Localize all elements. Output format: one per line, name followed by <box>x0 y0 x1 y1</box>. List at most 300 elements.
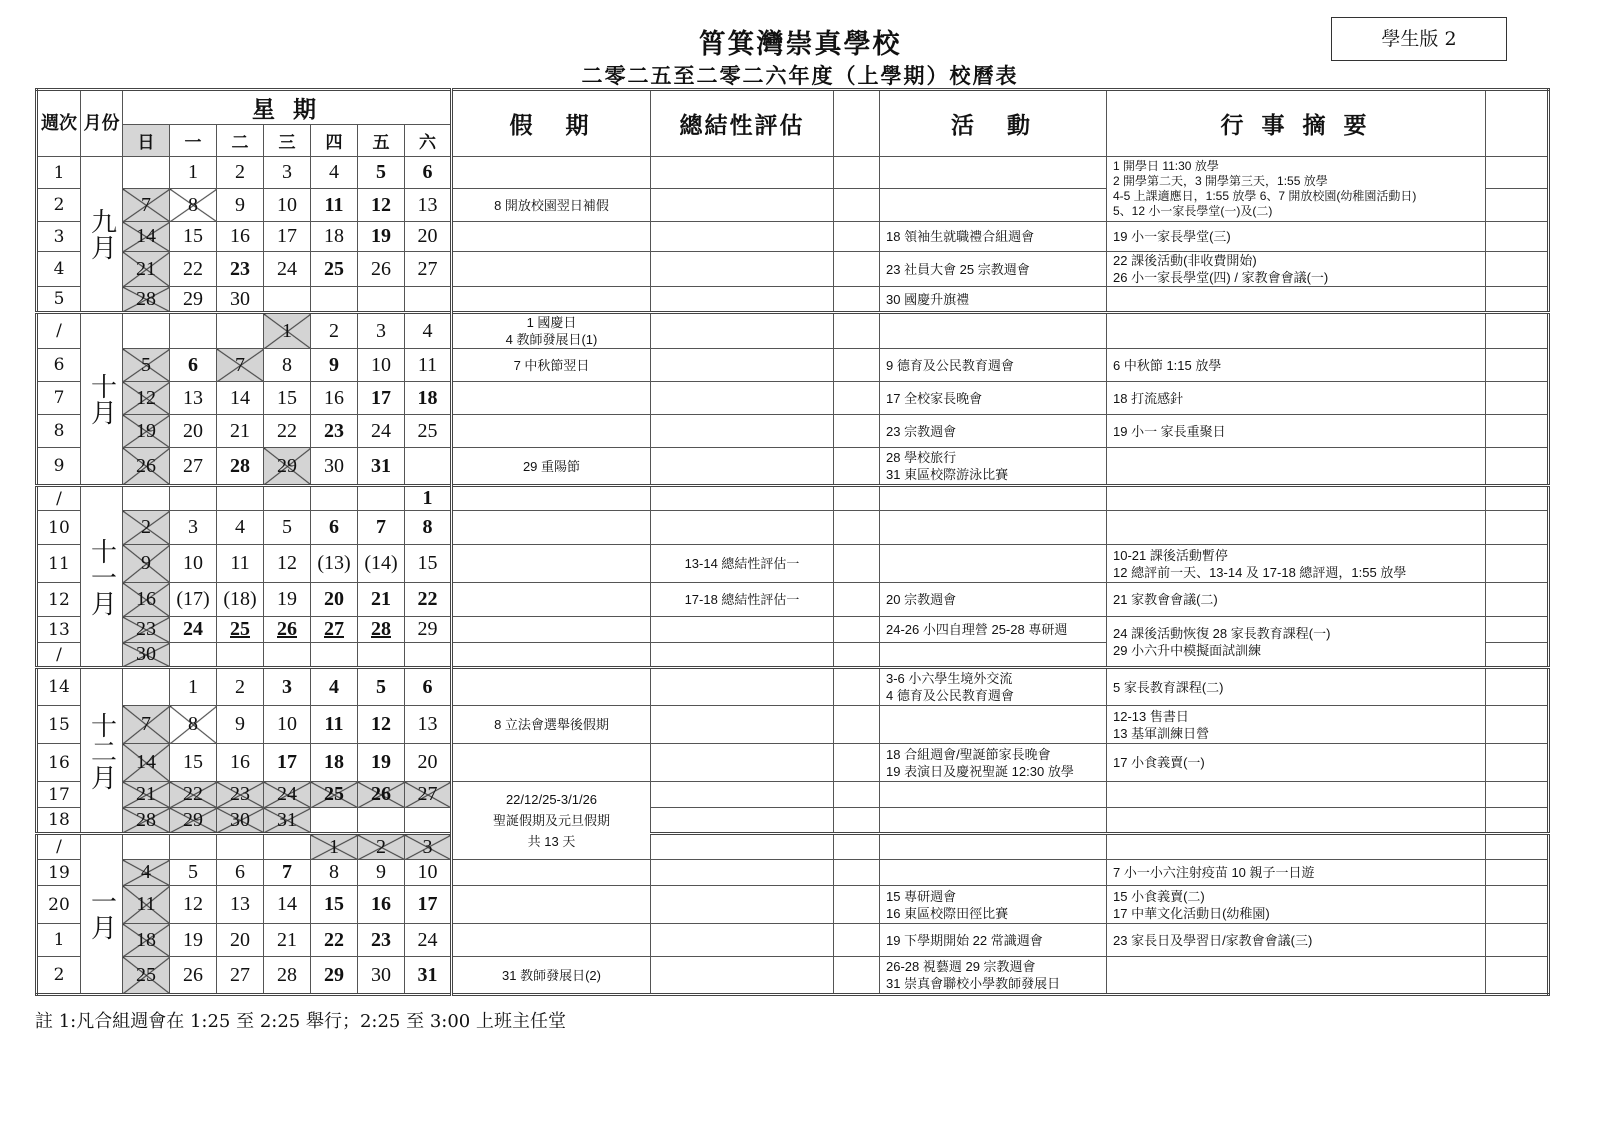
assessment-cell <box>651 808 834 834</box>
activity-cell <box>880 313 1107 349</box>
holiday-cell: 29 重陽節 <box>452 448 651 486</box>
col-summary-header: 行 事 摘 要 <box>1107 90 1486 157</box>
holiday-cell: 7 中秋節翌日 <box>452 349 651 382</box>
summary-line: 2 開學第二天，3 開學第三天，1:55 放學 <box>1113 174 1328 188</box>
day-cell: 13 <box>405 189 452 222</box>
day-cell-holiday: 19 <box>123 415 170 448</box>
day-cell: 26 <box>358 252 405 287</box>
day-cell: 10 <box>264 189 311 222</box>
day-cell <box>311 617 358 643</box>
day-cell: 3 <box>170 511 217 545</box>
summary-line: 29 小六升中模擬面試訓練 <box>1113 642 1262 658</box>
activity-cell: 9 德育及公民教育週會 <box>880 349 1107 382</box>
summary-cell <box>1107 617 1486 668</box>
holiday-cell: 8 開放校園翌日補假 <box>452 189 651 222</box>
table-row <box>37 782 1549 808</box>
day-cell: 19 <box>358 744 405 782</box>
day-cell-holiday: 25 <box>123 957 170 995</box>
week-number: 19 <box>37 860 81 886</box>
blank-cell <box>834 486 880 511</box>
day-cell: 4 <box>405 313 452 349</box>
assessment-cell <box>651 486 834 511</box>
extra-cell <box>1486 448 1549 486</box>
holiday-cell <box>452 511 651 545</box>
day-cell: 20 <box>405 222 452 252</box>
assessment-cell <box>651 744 834 782</box>
day-cell: 13 <box>405 706 452 744</box>
week-number: 20 <box>37 886 81 924</box>
day-cell: 4 <box>217 511 264 545</box>
activity-cell <box>880 668 1107 706</box>
day-cell: 1 <box>170 157 217 189</box>
day-cell <box>217 617 264 643</box>
day-cell: 22 <box>170 252 217 287</box>
summary-cell <box>1107 448 1486 486</box>
activity-cell: 17 全校家長晚會 <box>880 382 1107 415</box>
holiday-cell <box>452 252 651 287</box>
summary-cell: 7 小一小六注射疫苗 10 親子一日遊 <box>1107 860 1486 886</box>
activity-cell: 30 國慶升旗禮 <box>880 287 1107 313</box>
day-cell-assessment: (18) <box>217 583 264 617</box>
day-cell <box>405 808 452 834</box>
holiday-line: 1 國慶日 <box>526 315 577 330</box>
day-cell-holiday: 30 <box>123 643 170 668</box>
day-cell: 22 <box>311 924 358 957</box>
activity-cell <box>880 744 1107 782</box>
calendar-title: 二零二五至二零二六年度（上學期）校曆表 <box>581 63 1019 88</box>
blank-cell <box>834 957 880 995</box>
day-cell <box>123 313 170 349</box>
activity-cell: 23 社員大會 25 宗教週會 <box>880 252 1107 287</box>
week-number: 17 <box>37 782 81 808</box>
assessment-cell <box>651 189 834 222</box>
school-name: 筲箕灣崇真學校 <box>698 29 902 60</box>
summary-cell: 19 小一家長學堂(三) <box>1107 222 1486 252</box>
day-cell: 15 <box>311 886 358 924</box>
blank-cell <box>834 415 880 448</box>
day-cell: 16 <box>358 886 405 924</box>
table-row <box>37 706 1549 744</box>
blank-cell <box>834 252 880 287</box>
extra-cell <box>1486 834 1549 860</box>
extra-cell <box>1486 886 1549 924</box>
day-header-fri: 五 <box>358 125 405 157</box>
day-cell: 7 <box>264 860 311 886</box>
day-cell: 15 <box>264 382 311 415</box>
day-cell <box>264 287 311 313</box>
day-cell: 25 <box>311 252 358 287</box>
day-header-tue: 二 <box>217 125 264 157</box>
day-cell: 5 <box>264 511 311 545</box>
summary-cell <box>1107 252 1486 287</box>
week-number: 1 <box>37 157 81 189</box>
extra-cell <box>1486 860 1549 886</box>
assessment-cell <box>651 287 834 313</box>
activity-line: 28 學校旅行 <box>886 450 957 465</box>
activity-line: 31 東區校際游泳比賽 <box>886 467 1009 482</box>
day-cell <box>170 486 217 511</box>
week-number: 12 <box>37 583 81 617</box>
blank-cell <box>834 643 880 668</box>
holiday-cell <box>452 382 651 415</box>
summary-line: 15 小食義賣(二) <box>1113 888 1205 904</box>
week-number: 7 <box>37 382 81 415</box>
day-cell: 18 <box>405 382 452 415</box>
assessment-cell <box>651 349 834 382</box>
day-cell-holiday: 1 <box>311 834 358 860</box>
day-cell <box>311 808 358 834</box>
activity-cell <box>880 886 1107 924</box>
day-number: 27 <box>324 618 344 640</box>
month-label-sep <box>81 157 123 313</box>
footnote: 註 1:凡合組週會在 1:25 至 2:25 舉行；2:25 至 3:00 上班主任堂 <box>35 1011 566 1032</box>
day-cell <box>123 834 170 860</box>
day-cell: 28 <box>217 448 264 486</box>
week-number: 10 <box>37 511 81 545</box>
holiday-cell <box>452 744 651 782</box>
extra-cell <box>1486 511 1549 545</box>
day-cell-holiday: 14 <box>123 744 170 782</box>
week-number: 2 <box>37 957 81 995</box>
extra-cell <box>1486 583 1549 617</box>
day-cell-holiday: 7 <box>123 189 170 222</box>
day-cell: 20 <box>170 415 217 448</box>
day-cell: 12 <box>358 189 405 222</box>
day-cell-holiday: 5 <box>123 349 170 382</box>
activity-line: 15 專研週會 <box>886 888 957 904</box>
day-cell: 20 <box>405 744 452 782</box>
extra-cell <box>1486 782 1549 808</box>
extra-cell <box>1486 545 1549 583</box>
col-activity-header: 活 動 <box>880 90 1107 157</box>
activity-cell <box>880 486 1107 511</box>
day-header-sun: 日 <box>123 125 170 157</box>
week-number: 1 <box>37 924 81 957</box>
day-cell: 30 <box>358 957 405 995</box>
table-row <box>37 924 1549 957</box>
day-number: 28 <box>371 618 391 640</box>
summary-cell <box>1107 957 1486 995</box>
day-cell: 9 <box>311 349 358 382</box>
day-cell: 6 <box>170 349 217 382</box>
month-text: 十一月 <box>86 537 117 616</box>
day-cell: 5 <box>358 668 405 706</box>
blank-cell <box>834 808 880 834</box>
activity-line: 19 表演日及慶祝聖誕 12:30 放學 <box>886 763 1074 779</box>
day-cell: 25 <box>405 415 452 448</box>
month-text: 一月 <box>86 888 117 940</box>
day-cell-holiday: 4 <box>123 860 170 886</box>
day-cell: 2 <box>217 668 264 706</box>
holiday-line: 聖誕假期及元旦假期 <box>492 813 610 828</box>
extra-cell <box>1486 486 1549 511</box>
extra-cell <box>1486 157 1549 189</box>
blank-cell <box>834 222 880 252</box>
activity-cell <box>880 782 1107 808</box>
day-cell-holiday: 7 <box>123 706 170 744</box>
day-cell: 3 <box>358 313 405 349</box>
day-cell-holiday: 2 <box>123 511 170 545</box>
activity-cell <box>880 957 1107 995</box>
table-row <box>37 668 1549 706</box>
day-cell: 1 <box>405 486 452 511</box>
day-cell: 27 <box>405 252 452 287</box>
day-cell: 15 <box>405 545 452 583</box>
day-cell <box>264 486 311 511</box>
day-cell: 28 <box>264 957 311 995</box>
col-holiday-header: 假 期 <box>452 90 651 157</box>
activity-cell <box>880 545 1107 583</box>
assessment-cell <box>651 313 834 349</box>
day-cell-assessment: (13) <box>311 545 358 583</box>
day-cell: 23 <box>217 252 264 287</box>
day-cell-holiday: 11 <box>123 886 170 924</box>
summary-line: 12 總評前一天、13-14 及 17-18 總評週，1:55 放學 <box>1113 564 1407 580</box>
day-cell-holiday: 12 <box>123 382 170 415</box>
day-cell: 14 <box>264 886 311 924</box>
week-number: 8 <box>37 415 81 448</box>
activity-cell: 20 宗教週會 <box>880 583 1107 617</box>
table-row <box>37 744 1549 782</box>
blank-cell <box>834 706 880 744</box>
day-cell: 17 <box>264 222 311 252</box>
day-cell <box>123 486 170 511</box>
day-cell: 8 <box>311 860 358 886</box>
day-cell: 17 <box>264 744 311 782</box>
day-cell-holiday: 3 <box>405 834 452 860</box>
assessment-cell: 17-18 總結性評估一 <box>651 583 834 617</box>
activity-line: 4 德育及公民教育週會 <box>886 688 1014 703</box>
table-row <box>37 545 1549 583</box>
day-cell-holiday: 23 <box>217 782 264 808</box>
day-cell-holiday: 21 <box>123 782 170 808</box>
activity-cell <box>880 157 1107 189</box>
week-number: / <box>37 643 81 668</box>
activity-cell <box>880 189 1107 222</box>
day-cell: 29 <box>405 617 452 643</box>
blank-cell <box>834 349 880 382</box>
holiday-cell <box>452 313 651 349</box>
day-cell <box>170 834 217 860</box>
week-number: 14 <box>37 668 81 706</box>
extra-cell <box>1486 808 1549 834</box>
day-cell <box>358 287 405 313</box>
activity-cell <box>880 834 1107 860</box>
week-number: 15 <box>37 706 81 744</box>
table-row <box>37 157 1549 189</box>
summary-line: 10-21 課後活動暫停 <box>1113 547 1228 563</box>
day-cell-holiday: 31 <box>264 808 311 834</box>
day-cell: 31 <box>358 448 405 486</box>
day-cell: 17 <box>358 382 405 415</box>
day-cell <box>405 448 452 486</box>
table-row <box>37 957 1549 995</box>
col-weekday-header: 星 期 <box>123 90 452 125</box>
day-cell: 8 <box>264 349 311 382</box>
month-label-nov <box>81 486 123 668</box>
day-cell-holiday: 8 <box>170 189 217 222</box>
day-cell-holiday: 28 <box>123 287 170 313</box>
week-number: 5 <box>37 287 81 313</box>
assessment-cell <box>651 834 834 860</box>
assessment-cell <box>651 382 834 415</box>
day-header-thu: 四 <box>311 125 358 157</box>
activity-cell <box>880 706 1107 744</box>
holiday-cell <box>452 157 651 189</box>
day-cell: 15 <box>170 744 217 782</box>
col-week-header <box>37 90 81 157</box>
holiday-cell <box>452 886 651 924</box>
day-cell: 19 <box>358 222 405 252</box>
activity-cell <box>880 511 1107 545</box>
extra-cell <box>1486 287 1549 313</box>
assessment-cell <box>651 957 834 995</box>
day-cell-holiday: 26 <box>123 448 170 486</box>
summary-line: 5、12 小一家長學堂(一)及(二) <box>1113 204 1273 218</box>
day-cell-holiday: 28 <box>123 808 170 834</box>
week-number: 4 <box>37 252 81 287</box>
activity-line: 18 合組週會/聖誕節家長晚會 <box>886 746 1051 762</box>
activity-cell <box>880 448 1107 486</box>
day-cell: 12 <box>170 886 217 924</box>
day-cell: 26 <box>170 957 217 995</box>
extra-cell <box>1486 189 1549 222</box>
week-number: 9 <box>37 448 81 486</box>
summary-cell: 17 小食義賣(一) <box>1107 744 1486 782</box>
school-calendar-table <box>35 88 1550 996</box>
day-cell-holiday: 9 <box>123 545 170 583</box>
summary-cell <box>1107 886 1486 924</box>
day-cell: 13 <box>170 382 217 415</box>
day-cell: 27 <box>217 957 264 995</box>
extra-cell <box>1486 924 1549 957</box>
activity-line: 26-28 視藝週 29 宗教週會 <box>886 959 1036 974</box>
assessment-cell <box>651 222 834 252</box>
summary-cell <box>1107 511 1486 545</box>
day-cell: 17 <box>405 886 452 924</box>
summary-cell <box>1107 313 1486 349</box>
day-cell <box>123 668 170 706</box>
day-cell: 10 <box>405 860 452 886</box>
assessment-cell <box>651 511 834 545</box>
summary-line: 22 課後活動(非收費開始) <box>1113 253 1257 268</box>
summary-cell <box>1107 157 1486 222</box>
day-number: 26 <box>277 618 297 640</box>
table-row <box>37 886 1549 924</box>
holiday-cell <box>452 643 651 668</box>
day-cell: 30 <box>311 448 358 486</box>
summary-cell <box>1107 834 1486 860</box>
day-cell: 23 <box>358 924 405 957</box>
day-cell: 6 <box>405 157 452 189</box>
day-cell: 9 <box>217 189 264 222</box>
assessment-cell <box>651 617 834 643</box>
day-cell <box>405 643 452 668</box>
day-cell: 12 <box>264 545 311 583</box>
blank-cell <box>834 668 880 706</box>
blank-cell <box>834 157 880 189</box>
day-cell-holiday: 8 <box>170 706 217 744</box>
day-cell-holiday: 30 <box>217 808 264 834</box>
day-cell: 16 <box>217 744 264 782</box>
day-header-sat: 六 <box>405 125 452 157</box>
col-month-header <box>81 90 123 157</box>
summary-cell: 6 中秋節 1:15 放學 <box>1107 349 1486 382</box>
col-assessment-header: 總結性評估 <box>651 90 834 157</box>
summary-line: 1 開學日 11:30 放學 <box>1113 159 1219 173</box>
extra-cell <box>1486 313 1549 349</box>
activity-line: 3-6 小六學生境外交流 <box>886 671 1013 686</box>
day-cell: 31 <box>405 957 452 995</box>
day-cell-holiday: 18 <box>123 924 170 957</box>
day-cell: 30 <box>217 287 264 313</box>
day-cell: 1 <box>170 668 217 706</box>
day-cell: 4 <box>311 668 358 706</box>
day-cell: 11 <box>311 189 358 222</box>
day-cell-holiday: 14 <box>123 222 170 252</box>
activity-cell <box>880 860 1107 886</box>
blank-cell <box>834 834 880 860</box>
summary-cell <box>1107 782 1486 808</box>
day-cell: 23 <box>311 415 358 448</box>
col-extra-header <box>1486 90 1549 157</box>
holiday-cell-xmas <box>452 782 651 860</box>
activity-cell <box>880 643 1107 668</box>
assessment-cell <box>651 668 834 706</box>
blank-cell <box>834 189 880 222</box>
activity-cell: 24-26 小四自理營 25-28 專研週 <box>880 617 1107 643</box>
assessment-cell <box>651 886 834 924</box>
summary-line: 24 課後活動恢復 28 家長教育課程(一) <box>1113 625 1331 641</box>
day-cell: 11 <box>217 545 264 583</box>
day-header-mon: 一 <box>170 125 217 157</box>
table-row <box>37 349 1549 382</box>
week-number: 6 <box>37 349 81 382</box>
activity-cell: 19 下學期開始 22 常識週會 <box>880 924 1107 957</box>
table-row <box>37 222 1549 252</box>
day-cell: 5 <box>170 860 217 886</box>
assessment-cell: 13-14 總結性評估一 <box>651 545 834 583</box>
blank-cell <box>834 924 880 957</box>
day-cell <box>217 486 264 511</box>
day-cell: 10 <box>264 706 311 744</box>
day-cell: 15 <box>170 222 217 252</box>
activity-line: 16 東區校際田徑比賽 <box>886 905 1009 921</box>
month-label-jan <box>81 834 123 995</box>
day-cell: 9 <box>358 860 405 886</box>
day-cell <box>123 157 170 189</box>
holiday-cell <box>452 222 651 252</box>
week-number: 3 <box>37 222 81 252</box>
day-cell: 3 <box>264 157 311 189</box>
day-cell-holiday: 2 <box>358 834 405 860</box>
day-cell: 6 <box>217 860 264 886</box>
table-row <box>37 287 1549 313</box>
day-cell: 18 <box>311 222 358 252</box>
summary-line: 4-5 上課適應日，1:55 放學 6、7 開放校園(幼稚園活動日) <box>1113 189 1417 203</box>
blank-cell <box>834 886 880 924</box>
day-cell-assessment: (14) <box>358 545 405 583</box>
day-cell: 29 <box>170 287 217 313</box>
day-cell: 11 <box>405 349 452 382</box>
activity-cell: 23 宗教週會 <box>880 415 1107 448</box>
day-cell: 21 <box>358 583 405 617</box>
table-row <box>37 583 1549 617</box>
day-cell <box>264 643 311 668</box>
blank-cell <box>834 313 880 349</box>
month-label-dec <box>81 668 123 834</box>
day-cell <box>358 617 405 643</box>
